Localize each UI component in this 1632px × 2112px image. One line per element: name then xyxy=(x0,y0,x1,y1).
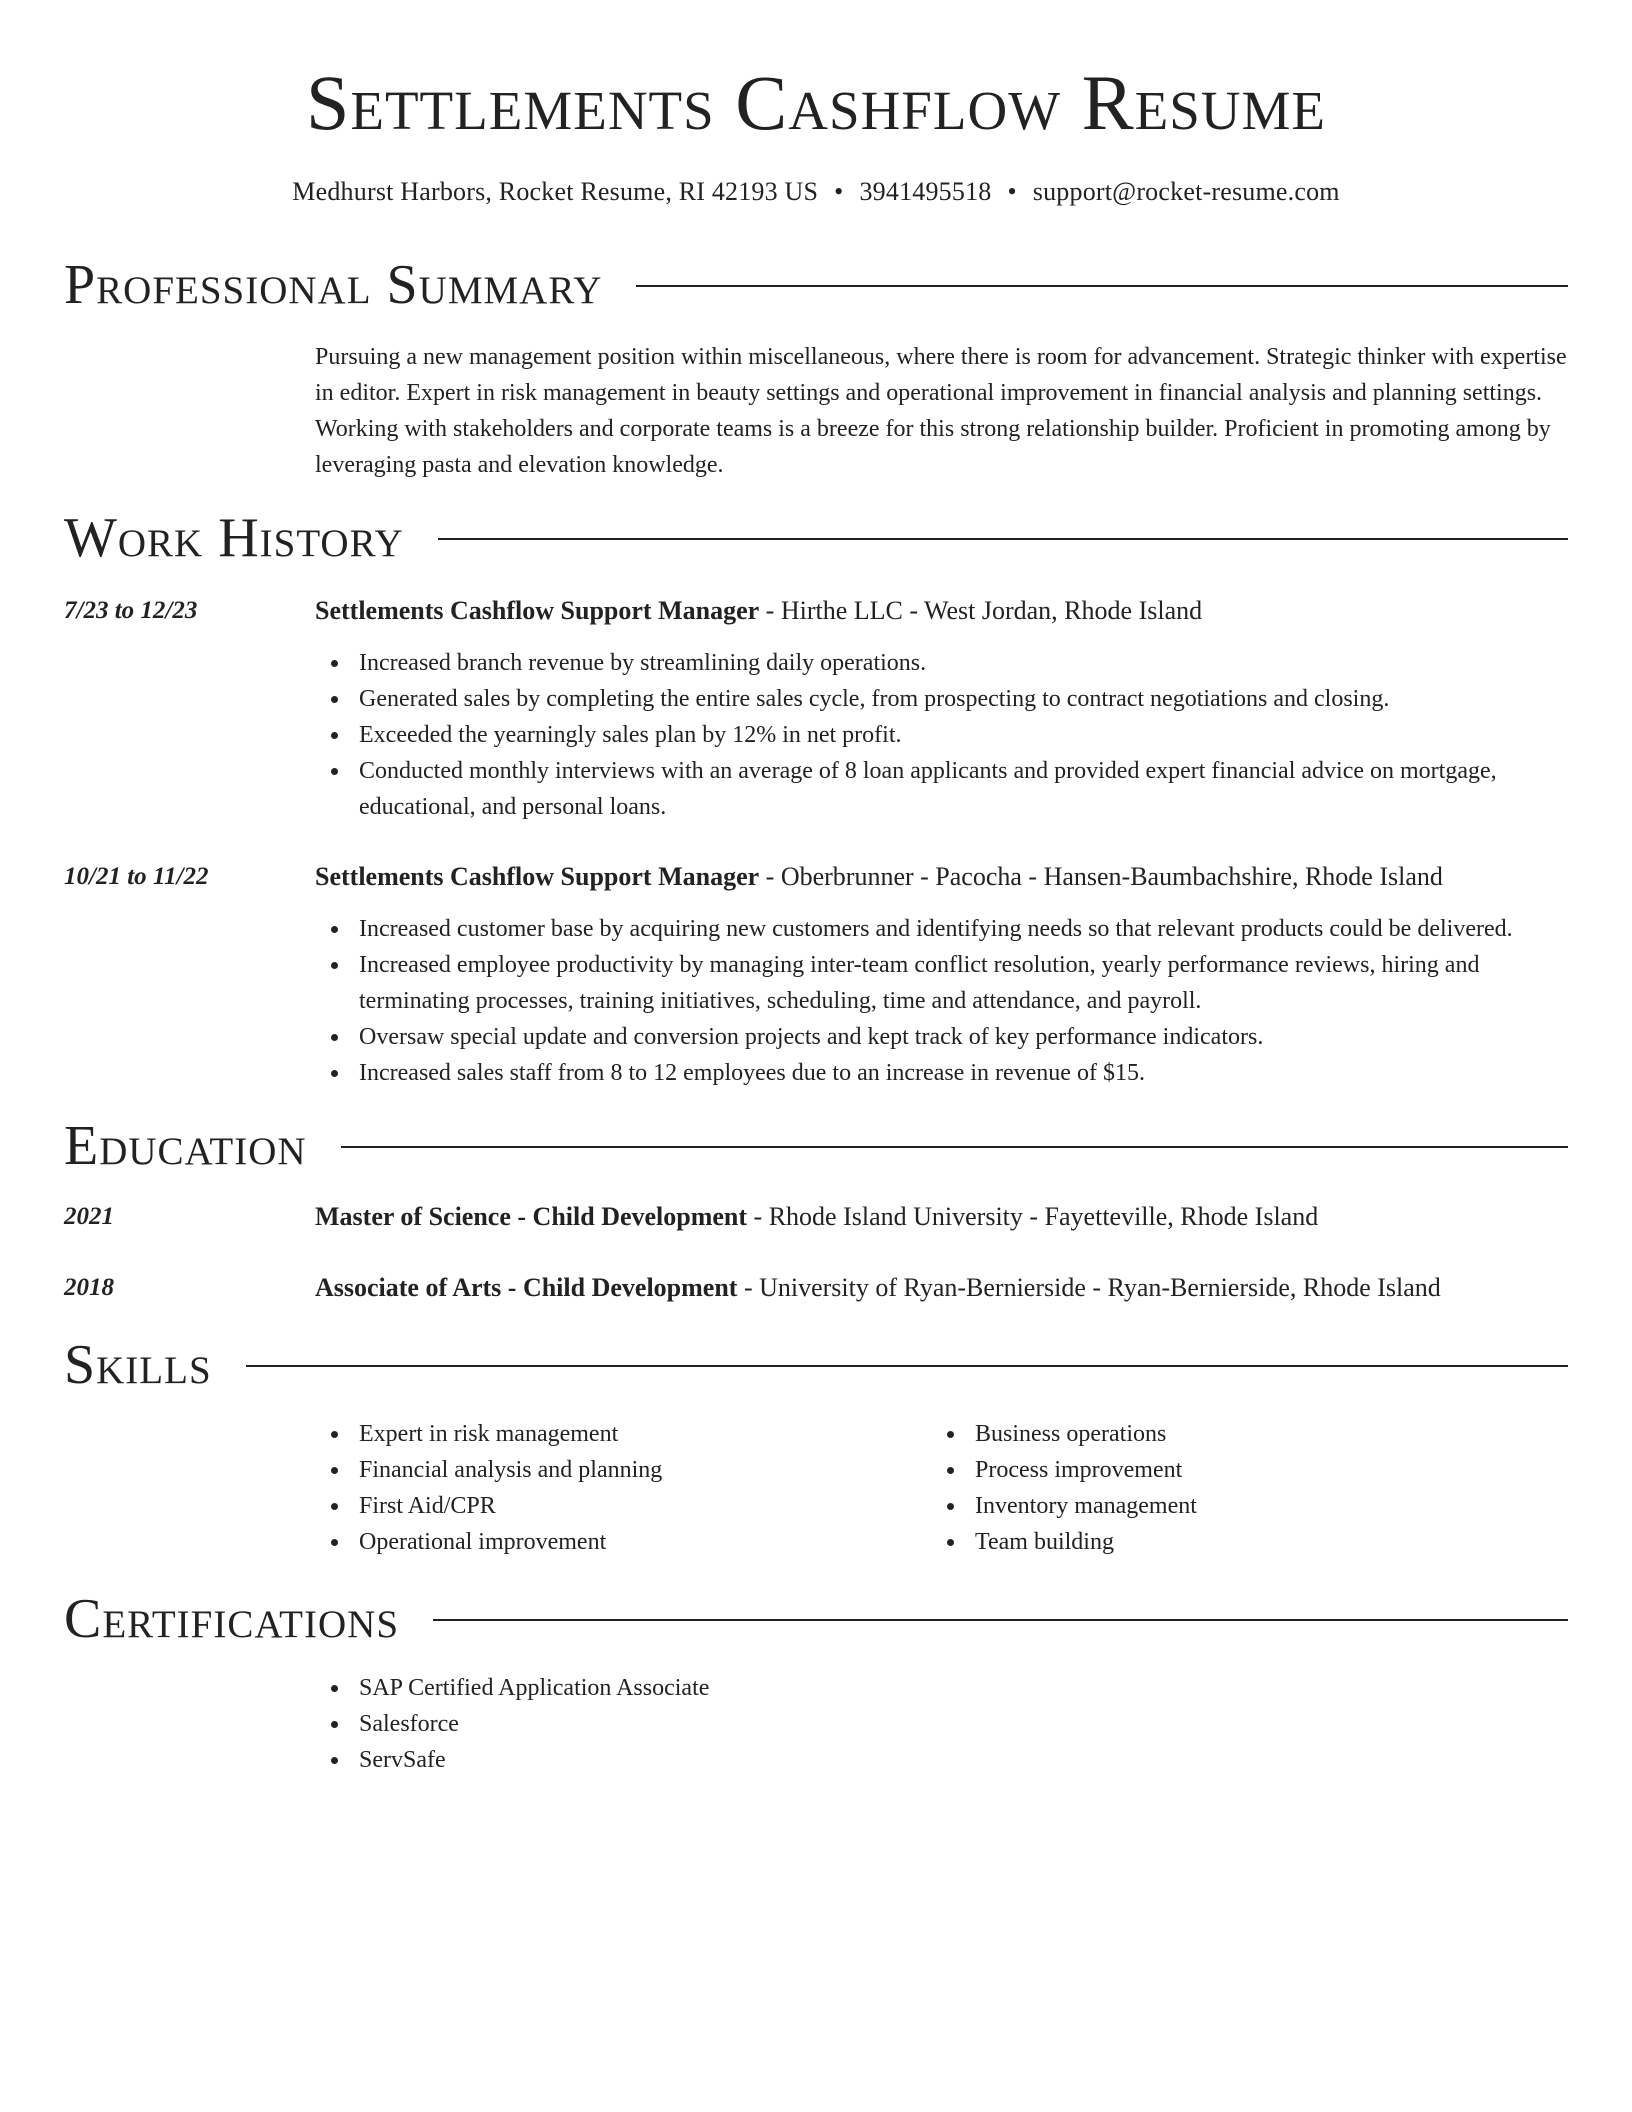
list-item: Process improvement xyxy=(931,1452,1531,1488)
certifications-heading: Certifications xyxy=(64,1588,400,1650)
education-degree: Associate of Arts - Child Development xyxy=(315,1273,738,1302)
contact-address: Medhurst Harbors, Rocket Resume, RI 42193 US xyxy=(292,177,819,206)
work-history-section-header xyxy=(64,506,1568,570)
education-school: - Rhode Island University - Fayetteville, Rhode Island xyxy=(747,1202,1319,1231)
list-item: First Aid/CPR xyxy=(315,1488,915,1524)
list-item: Increased customer base by acquiring new customers and identifying needs so that relevant products could be delivered. xyxy=(315,911,1570,947)
skills-list-right xyxy=(931,1416,1531,1560)
certifications-section-header xyxy=(64,1587,1568,1651)
summary-section-header xyxy=(64,253,1568,317)
list-item: Operational improvement xyxy=(315,1524,915,1560)
list-item: Team building xyxy=(931,1524,1531,1560)
section-divider xyxy=(438,538,1568,540)
list-item: Financial analysis and planning xyxy=(315,1452,915,1488)
list-item: Inventory management xyxy=(931,1488,1531,1524)
section-divider xyxy=(636,285,1568,287)
education-section-header xyxy=(64,1114,1568,1178)
summary-heading: Professional Summary xyxy=(64,254,603,316)
section-divider xyxy=(341,1146,1568,1148)
contact-email: support@rocket-resume.com xyxy=(1032,177,1340,206)
job-title-line xyxy=(315,859,1443,895)
list-item: Expert in risk management xyxy=(315,1416,915,1452)
list-item: Exceeded the yearningly sales plan by 12% in net profit. xyxy=(315,717,1570,753)
list-item: Salesforce xyxy=(315,1706,915,1742)
education-heading: Education xyxy=(64,1115,307,1177)
certifications-list xyxy=(315,1670,915,1778)
skills-list-left xyxy=(315,1416,915,1560)
list-item: Conducted monthly interviews with an average of 8 loan applicants and provided expert financial advice on mortgage, educational, and personal loans. xyxy=(315,753,1570,825)
summary-text: Pursuing a new management position within miscellaneous, where there is room for advancement. Strategic thinker with expertise in editor. Expert in risk management in beauty settings and operational improvement in financial analysis and planning settings. Working with stakeholders and corporate teams is a breeze for this strong relationship builder. Proficient in promoting among by leveraging pasta and elevation knowledge. xyxy=(315,344,1567,478)
section-divider xyxy=(433,1619,1568,1621)
contact-phone: 3941495518 xyxy=(859,177,992,206)
list-item: SAP Certified Application Associate xyxy=(315,1670,915,1706)
job-position: Settlements Cashflow Support Manager xyxy=(315,596,760,625)
job-dates: 7/23 to 12/23 xyxy=(64,597,198,624)
work-history-heading: Work History xyxy=(64,507,404,569)
contact-line xyxy=(0,176,1632,208)
resume-name: Settlements Cashflow Resume xyxy=(305,59,1327,146)
job-position: Settlements Cashflow Support Manager xyxy=(315,862,760,891)
list-item: Business operations xyxy=(931,1416,1531,1452)
education-degree: Master of Science - Child Development xyxy=(315,1202,748,1231)
education-line xyxy=(315,1270,1441,1306)
skills-section-header xyxy=(64,1333,1568,1397)
education-line xyxy=(315,1199,1318,1235)
section-divider xyxy=(246,1365,1568,1367)
list-item: Increased employee productivity by managing inter-team conflict resolution, yearly performance reviews, hiring and terminating processes, training initiatives, scheduling, time and attendance, and payroll. xyxy=(315,947,1570,1019)
job-dates: 10/21 to 11/22 xyxy=(64,863,209,890)
job-bullets xyxy=(315,911,1570,1091)
list-item: Increased sales staff from 8 to 12 employees due to an increase in revenue of $15. xyxy=(315,1055,1570,1091)
job-employer: - Oberbrunner - Pacocha - Hansen-Baumbachshire, Rhode Island xyxy=(759,862,1443,891)
list-item: Generated sales by completing the entire sales cycle, from prospecting to contract negotiations and closing. xyxy=(315,681,1570,717)
job-employer: - Hirthe LLC - West Jordan, Rhode Island xyxy=(759,596,1203,625)
contact-separator: • xyxy=(834,177,844,206)
education-year: 2018 xyxy=(64,1274,114,1301)
job-title-line xyxy=(315,593,1202,629)
list-item: Increased branch revenue by streamlining daily operations. xyxy=(315,645,1570,681)
list-item: ServSafe xyxy=(315,1742,915,1778)
education-school: - University of Ryan-Bernierside - Ryan-Bernierside, Rhode Island xyxy=(737,1273,1441,1302)
list-item: Oversaw special update and conversion projects and kept track of key performance indicators. xyxy=(315,1019,1570,1055)
education-year: 2021 xyxy=(64,1203,114,1230)
skills-heading: Skills xyxy=(64,1334,212,1396)
contact-separator: • xyxy=(1007,177,1017,206)
job-bullets xyxy=(315,645,1570,825)
